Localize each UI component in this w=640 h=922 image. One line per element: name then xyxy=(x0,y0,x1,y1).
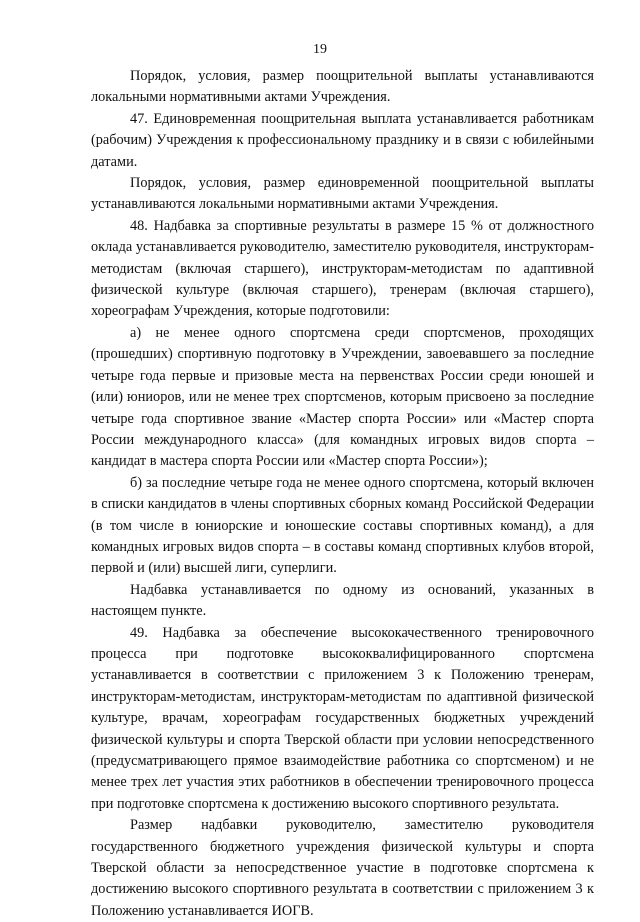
paragraph-item-47: 47. Единовременная поощрительная выплата устанавливается работникам (рабочим) Учреждения к профессиональному празднику и в связи с юбилейными датами. xyxy=(91,110,594,170)
paragraph-payment-procedure: Порядок, условия, размер поощрительной выплаты устанавливаются локальными нормативными актами Учреждения. xyxy=(91,68,594,106)
paragraph-item-48-b: б) за последние четыре года не менее одного спортсмена, который включен в списки кандидатов в члены спортивных сборных команд Российской Федерации (в том числе в юниорские и юношеские составы спортивных команд), а для командных игровых видов спорта – в составы команд спортивных клубов второй, первой и (или) высшей лиги, суперлиги. xyxy=(91,474,594,577)
paragraph-item-48-note: Надбавка устанавливается по одному из оснований, указанных в настоящем пункте. xyxy=(91,581,594,620)
paragraph-one-time-payment-procedure: Порядок, условия, размер единовременной поощрительной выплаты устанавливаются локальными нормативными актами Учреждения. xyxy=(91,175,594,213)
paragraph-item-48: 48. Надбавка за спортивные результаты в размере 15 % от должностного оклада устанавливается руководителю, заместителю руководителя, инструкторам-методистам (включая старшего), инструкторам-методистам по адаптивной физической культуре (включая старшего), тренерам (включая старшего), хореографам Учреждения, которые подготовили: xyxy=(91,217,594,320)
paragraph-item-48-a: а) не менее одного спортсмена среди спортсменов, проходящих (прошедших) спортивную подготовку в Учреждении, завоевавшего за последние четыре года первые и призовые места на первенствах России среди юношей и (или) юниоров, или не менее трех спортсменов, которым присвоено за последние четыре года спортивное звание «Мастер спорта России» или «Мастер спорта России международного класса» (для командных игровых видов спорта – кандидат в мастера спорта России или «Мастер спорта России»); xyxy=(91,324,594,470)
document-body xyxy=(91,66,594,922)
paragraph-item-49: 49. Надбавка за обеспечение высококачественного тренировочного процесса при подготовке высококвалифицированного спортсмена устанавливается в соответствии с приложением 3 к Положению тренерам, инструкторам-методистам, инструкторам-методистам по адаптивной физической культуре, врачам, хореографам государственных бюджетных учреждений физической культуры и спорта Тверской области при условии непосредственного (предусматривающего прямое взаимодействие работника со спортсменом) и не менее трех лет участия этих работников в обеспечении тренировочного процесса при подготовке спортсмена к достижению высокого спортивного результата. xyxy=(91,624,594,812)
page-number: 19 xyxy=(313,42,327,57)
paragraph-item-49-head-allowance: Размер надбавки руководителю, заместителю руководителя государственного бюджетного учреждения физической культуры и спорта Тверской области за непосредственное участие в подготовке спортсмена к достижению высокого спортивного результата в соответствии с приложением 3 к Положению устанавливается ИОГВ. xyxy=(91,817,594,919)
